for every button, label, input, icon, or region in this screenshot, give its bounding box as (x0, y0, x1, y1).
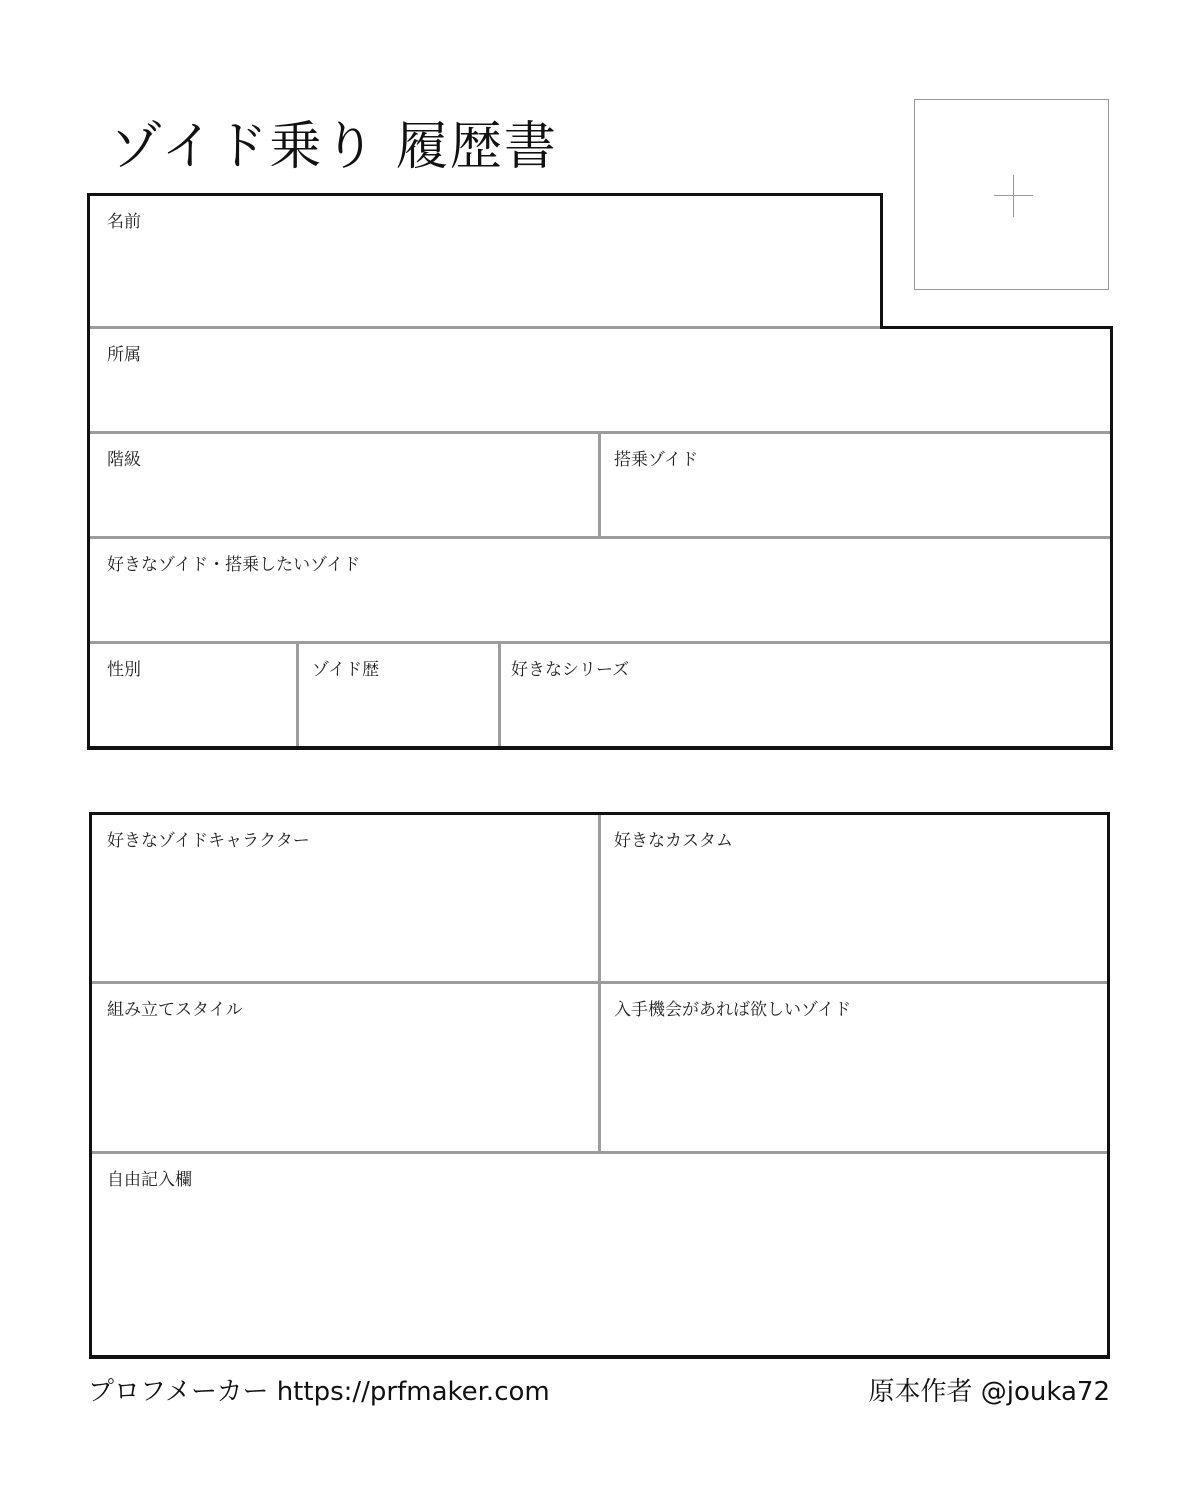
form-border (880, 326, 1113, 329)
form-border (87, 746, 1113, 750)
favorite-zoid-field[interactable] (90, 539, 1110, 642)
favorite-character-field[interactable] (92, 815, 598, 981)
rank-label: 階級 (107, 450, 141, 470)
form-border (87, 193, 90, 750)
divider (90, 326, 880, 329)
zoid-history-field[interactable] (299, 644, 498, 746)
form-border (89, 812, 1110, 815)
form-border (1110, 326, 1113, 750)
favorite-character-label: 好きなゾイドキャラクター (107, 831, 310, 851)
divider (90, 641, 1110, 644)
form-border (1107, 812, 1110, 1359)
build-style-field[interactable] (92, 984, 598, 1151)
plus-icon-vertical (1013, 175, 1014, 217)
favorite-series-label: 好きなシリーズ (511, 660, 630, 680)
photo-upload-box[interactable] (914, 99, 1109, 290)
wanted-zoid-label: 入手機会があれば欲しいゾイド (614, 1000, 852, 1020)
divider (598, 815, 601, 1151)
affiliation-field[interactable] (90, 329, 1110, 432)
rank-field[interactable] (90, 434, 598, 537)
boarding-zoid-label: 搭乗ゾイド (614, 450, 699, 470)
divider (498, 644, 501, 746)
favorite-zoid-label: 好きなゾイド・搭乗したいゾイド (107, 555, 361, 575)
form-border (87, 193, 883, 196)
footer-credit-link[interactable]: プロフメーカー https://prfmaker.com (88, 1377, 550, 1407)
divider (296, 644, 299, 746)
form-border (89, 812, 92, 1359)
name-field[interactable] (90, 196, 880, 327)
free-entry-label: 自由記入欄 (107, 1170, 192, 1190)
gender-field[interactable] (90, 644, 296, 746)
favorite-custom-field[interactable] (601, 815, 1107, 981)
favorite-custom-label: 好きなカスタム (614, 831, 733, 851)
footer-author-credit: 原本作者 @jouka72 (868, 1377, 1110, 1407)
boarding-zoid-field[interactable] (601, 434, 1110, 537)
affiliation-label: 所属 (107, 345, 141, 365)
form-border (880, 193, 883, 329)
form-border (89, 1355, 1110, 1359)
name-label: 名前 (107, 212, 141, 232)
page-title: ゾイド乗り 履歴書 (110, 117, 558, 177)
free-entry-field[interactable] (92, 1154, 1107, 1355)
zoid-history-label: ゾイド歴 (312, 660, 380, 680)
divider (598, 434, 601, 536)
divider (90, 536, 1110, 539)
build-style-label: 組み立てスタイル (107, 1000, 243, 1020)
divider (92, 1151, 1107, 1154)
gender-label: 性別 (107, 660, 141, 680)
wanted-zoid-field[interactable] (601, 984, 1107, 1151)
favorite-series-field[interactable] (501, 644, 1110, 746)
